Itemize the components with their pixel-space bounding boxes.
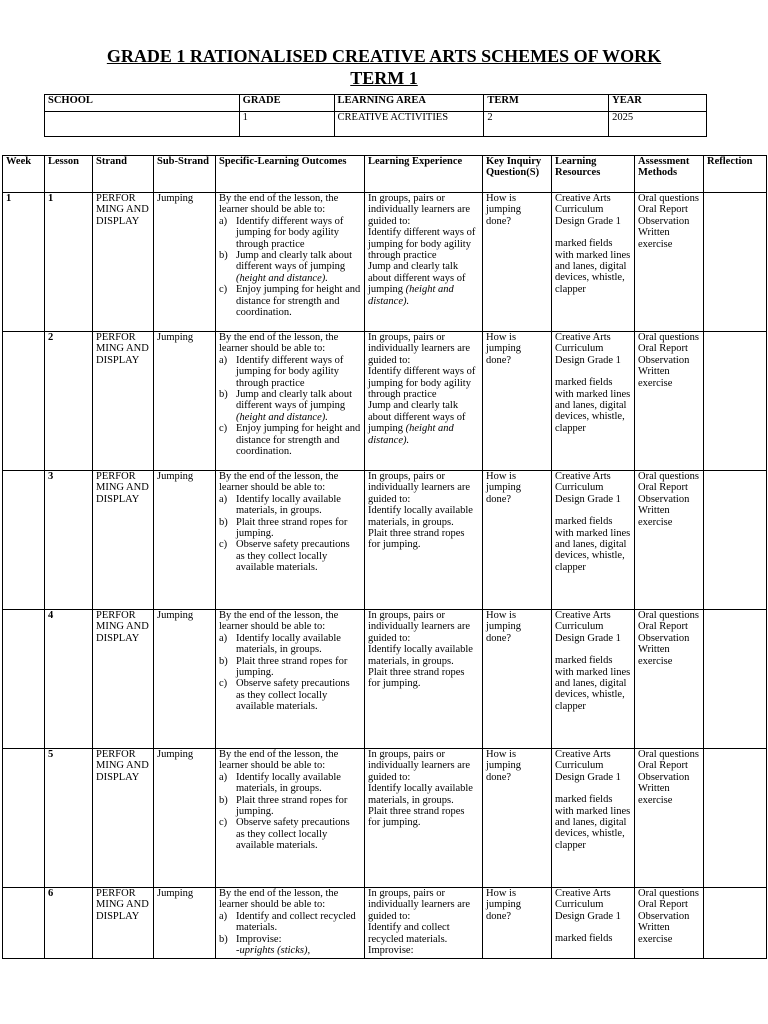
resources-cell	[552, 471, 635, 610]
outcomes-cell	[216, 471, 365, 610]
assessment-cell	[635, 193, 704, 332]
inquiry-cell: How is jumping done?	[483, 193, 552, 332]
experience-line: In groups, pairs or individually learners are guided to:	[368, 888, 471, 922]
resources-cell	[552, 193, 635, 332]
experience-line: Identify locally available materials, in groups.	[368, 644, 473, 667]
assessment-method: Observation	[638, 771, 690, 783]
outcome-item	[219, 911, 361, 934]
assessment-method: Written exercise	[638, 505, 673, 528]
substrand-cell: Jumping	[154, 749, 216, 888]
outcome-item	[219, 656, 361, 679]
outcome-letter: a)	[219, 910, 228, 922]
assessment-method: Written exercise	[638, 644, 673, 667]
assessment-method: Oral Report	[638, 482, 688, 494]
outcome-item	[219, 355, 361, 389]
info-header-row	[45, 95, 707, 112]
assessment-method: Oral Report	[638, 899, 688, 911]
experience-line: Plait three strand ropes for jumping.	[368, 528, 465, 551]
outcome-item	[219, 216, 361, 250]
resources-design: Creative Arts Curriculum Design Grade 1	[555, 193, 621, 227]
week-cell: 1	[3, 193, 45, 332]
resources-design: Creative Arts Curriculum Design Grade 1	[555, 888, 621, 922]
outcome-item	[219, 539, 361, 573]
outcome-letter: b)	[219, 389, 228, 401]
experience-cell	[365, 749, 483, 888]
experience-line: Identify different ways of jumping for body agility through practice	[368, 227, 476, 262]
assessment-method: Oral questions	[638, 193, 699, 204]
outcome-text: Jump and clearly talk about different ways of jumping	[236, 389, 353, 412]
outcome-subitem: -uprights (sticks),	[236, 945, 311, 957]
resources-materials: marked fields with marked lines and lanes, digital devices, whistle, clapper	[555, 238, 631, 295]
school-header: SCHOOL	[45, 95, 240, 112]
resources-materials: marked fields with marked lines and lanes, digital devices, whistle, clapper	[555, 377, 631, 434]
outcome-text: Identify locally available materials, in groups.	[236, 632, 341, 656]
outcome-letter: c)	[219, 817, 228, 829]
outcome-letter: b)	[219, 655, 228, 667]
resources-design: Creative Arts Curriculum Design Grade 1	[555, 749, 621, 783]
resources-cell	[552, 332, 635, 471]
outcome-text: Identify and collect recycled materials.	[236, 910, 356, 934]
grade-value: 1	[239, 112, 334, 137]
outcome-intro: By the end of the lesson, the learner should be able to:	[219, 332, 339, 355]
outcome-item	[219, 817, 361, 851]
experience-line: Identify different ways of jumping for body agility through practice	[368, 366, 476, 401]
grade-header: GRADE	[239, 95, 334, 112]
week-column-header: Week	[3, 156, 45, 193]
experience-line	[368, 261, 479, 307]
term-header: TERM	[484, 95, 609, 112]
resources-cell	[552, 888, 635, 959]
outcome-letter: a)	[219, 632, 228, 644]
outcome-list	[219, 355, 361, 458]
assessment-cell	[635, 749, 704, 888]
assessment-method: Oral Report	[638, 621, 688, 633]
experience-line: In groups, pairs or individually learners are guided to:	[368, 610, 471, 644]
outcome-letter: b)	[219, 933, 228, 945]
resources-design: Creative Arts Curriculum Design Grade 1	[555, 332, 621, 366]
week-cell	[3, 332, 45, 471]
outcome-text: Improvise:	[236, 933, 282, 945]
week-cell	[3, 888, 45, 959]
reflection-cell	[704, 471, 767, 610]
assessment-method: Observation	[638, 632, 690, 644]
outcome-list	[219, 911, 361, 957]
strand-cell: PERFOR MING AND DISPLAY	[93, 749, 154, 888]
scheme-of-work-table	[2, 155, 767, 959]
document-title: GRADE 1 RATIONALISED CREATIVE ARTS SCHEMES OF WORK	[106, 46, 662, 66]
learning-area-header: LEARNING AREA	[334, 95, 484, 112]
outcomes-cell	[216, 749, 365, 888]
substrand-column-header: Sub-Strand	[154, 156, 216, 193]
experience-line: Identify locally available materials, in groups.	[368, 783, 473, 806]
strand-column-header: Strand	[93, 156, 154, 193]
resources-materials: marked fields	[555, 933, 613, 945]
week-cell	[3, 610, 45, 749]
outcome-intro: By the end of the lesson, the learner should be able to:	[219, 471, 339, 494]
assessment-column-header: Assessment Methods	[635, 156, 704, 193]
outcome-text: Identify different ways of jumping for body agility through practice	[236, 354, 344, 389]
strand-cell: PERFOR MING AND DISPLAY	[93, 610, 154, 749]
outcome-letter: c)	[219, 423, 228, 435]
outcome-item	[219, 389, 361, 423]
resources-materials: marked fields with marked lines and lanes, digital devices, whistle, clapper	[555, 516, 631, 573]
assessment-method: Written exercise	[638, 227, 673, 250]
assessment-method: Written exercise	[638, 922, 673, 945]
year-value: 2025	[609, 112, 707, 137]
inquiry-cell: How is jumping done?	[483, 332, 552, 471]
week-cell	[3, 749, 45, 888]
assessment-method: Observation	[638, 354, 690, 366]
table-row	[3, 749, 767, 888]
outcome-letter: a)	[219, 215, 228, 227]
assessment-method: Oral questions	[638, 332, 699, 343]
experience-cell	[365, 332, 483, 471]
experience-line: In groups, pairs or individually learners are guided to:	[368, 193, 471, 227]
assessment-method: Oral Report	[638, 343, 688, 355]
reflection-cell	[704, 888, 767, 959]
outcome-intro: By the end of the lesson, the learner should be able to:	[219, 193, 339, 216]
substrand-cell: Jumping	[154, 193, 216, 332]
strand-cell: PERFOR MING AND DISPLAY	[93, 471, 154, 610]
outcome-intro: By the end of the lesson, the learner should be able to:	[219, 749, 339, 772]
info-value-row	[45, 112, 707, 137]
outcome-list	[219, 633, 361, 713]
resources-column-header: Learning Resources	[552, 156, 635, 193]
outcomes-cell	[216, 193, 365, 332]
assessment-method: Observation	[638, 215, 690, 227]
assessment-method: Oral questions	[638, 610, 699, 621]
outcome-text: Plait three strand ropes for jumping.	[236, 655, 348, 679]
experience-emphasis: (height and distance).	[368, 423, 454, 446]
week-cell	[3, 471, 45, 610]
substrand-cell: Jumping	[154, 471, 216, 610]
outcome-letter: b)	[219, 250, 228, 262]
lesson-cell: 2	[45, 332, 93, 471]
inquiry-column-header: Key Inquiry Question(S)	[483, 156, 552, 193]
outcome-letter: c)	[219, 539, 228, 551]
scheme-header-row	[3, 156, 767, 193]
strand-cell: PERFOR MING AND DISPLAY	[93, 332, 154, 471]
assessment-method: Oral Report	[638, 204, 688, 216]
assessment-method: Oral questions	[638, 749, 699, 760]
outcome-letter: a)	[219, 771, 228, 783]
experience-line: In groups, pairs or individually learners are guided to:	[368, 749, 471, 783]
lesson-cell: 3	[45, 471, 93, 610]
outcome-text: Observe safety precautions as they collect locally available materials.	[236, 539, 350, 574]
experience-line: Plait three strand ropes for jumping.	[368, 806, 465, 829]
inquiry-cell: How is jumping done?	[483, 749, 552, 888]
experience-line	[368, 400, 479, 446]
outcome-list	[219, 772, 361, 852]
outcome-text: Plait three strand ropes for jumping.	[236, 516, 348, 540]
outcome-text: Enjoy jumping for height and distance for strength and coordination.	[236, 423, 361, 458]
strand-cell: PERFOR MING AND DISPLAY	[93, 193, 154, 332]
outcome-text: Jump and clearly talk about different ways of jumping	[236, 250, 353, 273]
outcome-item	[219, 517, 361, 540]
experience-text: Jump and clearly talk about different ways of jumping	[368, 400, 466, 435]
resources-materials: marked fields with marked lines and lanes, digital devices, whistle, clapper	[555, 794, 631, 851]
outcome-letter: c)	[219, 678, 228, 690]
experience-line: Identify and collect recycled materials.	[368, 922, 450, 945]
outcome-letter: a)	[219, 354, 228, 366]
experience-line: In groups, pairs or individually learners are guided to:	[368, 332, 471, 366]
learning-area-value: CREATIVE ACTIVITIES	[334, 112, 484, 137]
table-row	[3, 610, 767, 749]
assessment-cell	[635, 332, 704, 471]
experience-text: Jump and clearly talk about different ways of jumping	[368, 261, 466, 296]
substrand-cell: Jumping	[154, 332, 216, 471]
outcome-emphasis: (height and distance).	[236, 272, 328, 284]
outcome-item	[219, 494, 361, 517]
lesson-cell: 1	[45, 193, 93, 332]
outcome-text: Identify locally available materials, in groups.	[236, 771, 341, 795]
assessment-method: Oral questions	[638, 471, 699, 482]
outcome-text: Observe safety precautions as they collect locally available materials.	[236, 817, 350, 852]
school-value	[45, 112, 240, 137]
outcome-item	[219, 633, 361, 656]
outcome-letter: b)	[219, 516, 228, 528]
substrand-cell: Jumping	[154, 888, 216, 959]
experience-line: Plait three strand ropes for jumping.	[368, 667, 465, 690]
strand-cell: PERFOR MING AND DISPLAY	[93, 888, 154, 959]
reflection-column-header: Reflection	[704, 156, 767, 193]
outcomes-cell	[216, 332, 365, 471]
lesson-cell: 6	[45, 888, 93, 959]
outcome-item	[219, 250, 361, 284]
outcome-letter: b)	[219, 794, 228, 806]
term-heading: TERM 1	[350, 68, 418, 88]
reflection-cell	[704, 332, 767, 471]
outcomes-column-header: Specific-Learning Outcomes	[216, 156, 365, 193]
assessment-method: Written exercise	[638, 783, 673, 806]
assessment-method: Written exercise	[638, 366, 673, 389]
school-info-table	[44, 94, 707, 137]
outcomes-cell	[216, 610, 365, 749]
outcome-list	[219, 216, 361, 319]
experience-line: Improvise:	[368, 945, 414, 957]
inquiry-cell: How is jumping done?	[483, 471, 552, 610]
lesson-cell: 5	[45, 749, 93, 888]
outcome-letter: a)	[219, 493, 228, 505]
outcome-intro: By the end of the lesson, the learner should be able to:	[219, 610, 339, 633]
outcome-text: Observe safety precautions as they collect locally available materials.	[236, 678, 350, 713]
outcome-list	[219, 494, 361, 574]
outcomes-cell	[216, 888, 365, 959]
outcome-letter: c)	[219, 284, 228, 296]
assessment-cell	[635, 888, 704, 959]
outcome-text: Enjoy jumping for height and distance for strength and coordination.	[236, 284, 361, 319]
outcome-item	[219, 795, 361, 818]
outcome-item	[219, 772, 361, 795]
outcome-item	[219, 934, 361, 957]
term-value: 2	[484, 112, 609, 137]
experience-emphasis: (height and distance).	[368, 284, 454, 307]
lesson-column-header: Lesson	[45, 156, 93, 193]
substrand-cell: Jumping	[154, 610, 216, 749]
experience-line: In groups, pairs or individually learners are guided to:	[368, 471, 471, 505]
experience-cell	[365, 888, 483, 959]
outcome-text: Plait three strand ropes for jumping.	[236, 794, 348, 818]
resources-design: Creative Arts Curriculum Design Grade 1	[555, 471, 621, 505]
assessment-method: Observation	[638, 493, 690, 505]
table-row	[3, 888, 767, 959]
outcome-item	[219, 284, 361, 318]
outcome-text: Identify locally available materials, in groups.	[236, 493, 341, 517]
experience-cell	[365, 471, 483, 610]
table-row	[3, 193, 767, 332]
experience-cell	[365, 610, 483, 749]
assessment-cell	[635, 610, 704, 749]
outcome-intro: By the end of the lesson, the learner should be able to:	[219, 888, 339, 911]
inquiry-cell: How is jumping done?	[483, 610, 552, 749]
experience-cell	[365, 193, 483, 332]
experience-column-header: Learning Experience	[365, 156, 483, 193]
resources-design: Creative Arts Curriculum Design Grade 1	[555, 610, 621, 644]
assessment-cell	[635, 471, 704, 610]
outcome-emphasis: (height and distance).	[236, 411, 328, 423]
resources-materials: marked fields with marked lines and lanes, digital devices, whistle, clapper	[555, 655, 631, 712]
reflection-cell	[704, 610, 767, 749]
resources-cell	[552, 610, 635, 749]
reflection-cell	[704, 193, 767, 332]
assessment-method: Oral questions	[638, 888, 699, 899]
experience-line: Identify locally available materials, in groups.	[368, 505, 473, 528]
outcome-item	[219, 423, 361, 457]
assessment-method: Observation	[638, 910, 690, 922]
table-row	[3, 332, 767, 471]
outcome-text: Identify different ways of jumping for body agility through practice	[236, 215, 344, 250]
year-header: YEAR	[609, 95, 707, 112]
inquiry-cell: How is jumping done?	[483, 888, 552, 959]
reflection-cell	[704, 749, 767, 888]
resources-cell	[552, 749, 635, 888]
outcome-item	[219, 678, 361, 712]
assessment-method: Oral Report	[638, 760, 688, 772]
lesson-cell: 4	[45, 610, 93, 749]
table-row	[3, 471, 767, 610]
